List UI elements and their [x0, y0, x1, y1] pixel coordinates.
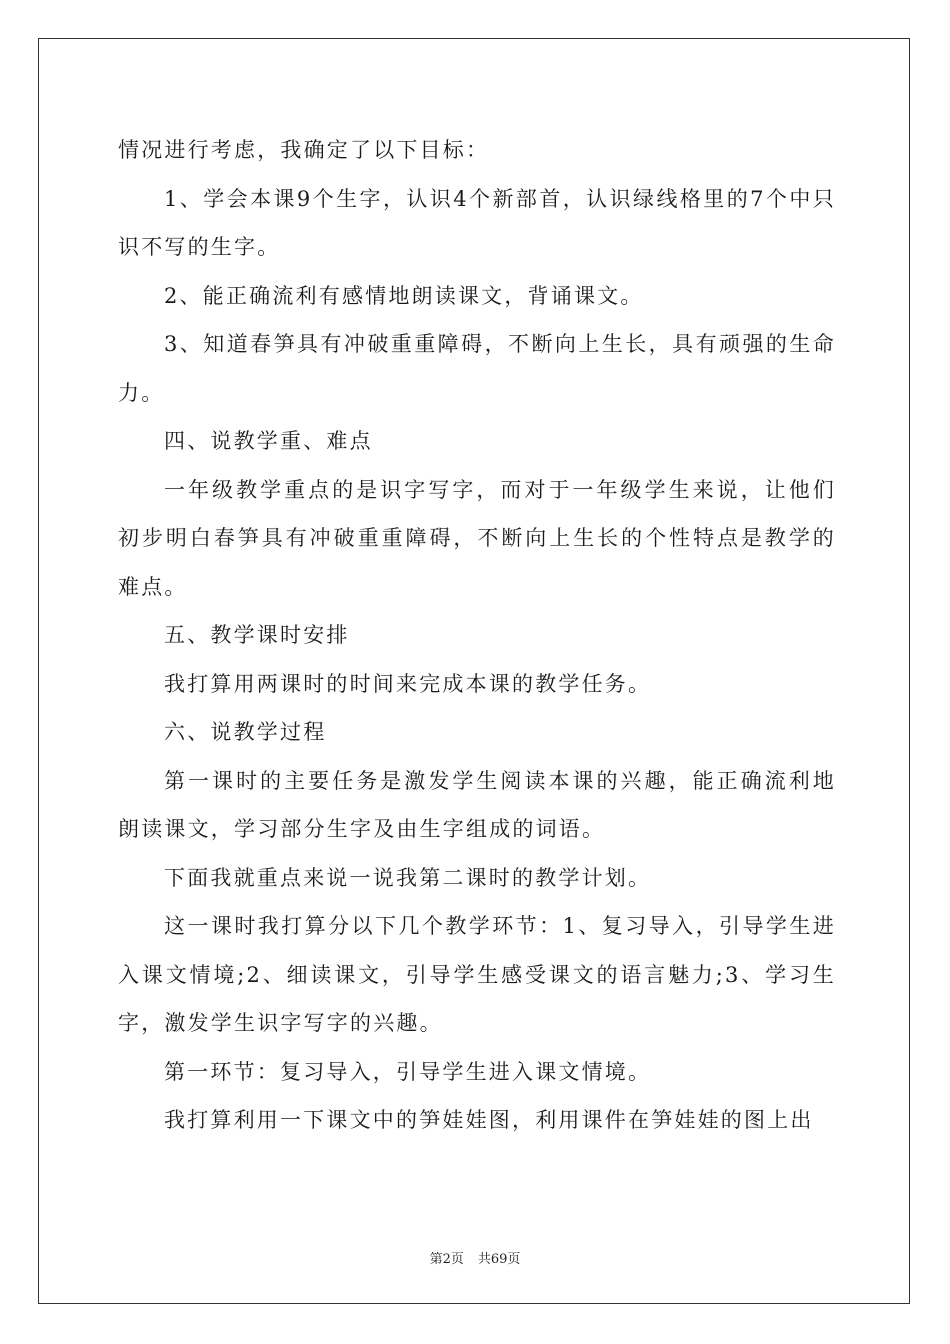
paragraph-step-1-heading: 第一环节：复习导入，引导学生进入课文情境。: [164, 1059, 652, 1084]
paragraph-goal-1: 1、学会本课9个生字，认识4个新部首，认识绿线格里的7个中只识不写的生字。: [118, 186, 836, 259]
section-heading-5: 五、教学课时安排: [164, 623, 350, 647]
paragraph-intro: 情况进行考虑，我确定了以下目标：: [118, 138, 490, 162]
paragraph-schedule: 我打算用两课时的时间来完成本课的教学任务。: [164, 671, 652, 696]
section-heading-4: 四、说教学重、难点: [164, 429, 373, 453]
paragraph-key-points: 一年级教学重点的是识字写字，而对于一年级学生来说，让他们初步明白春笋具有冲破重重障碍，不断向上生长的个性特点是教学的难点。: [118, 477, 836, 599]
paragraph-first-lesson: 第一课时的主要任务是激发学生阅读本课的兴趣，能正确流利地朗读课文，学习部分生字及由生字组成的词语。: [118, 768, 836, 841]
section-heading-6: 六、说教学过程: [164, 720, 327, 744]
page-total: 共69页: [477, 1252, 521, 1267]
page-number: 第2页: [429, 1252, 464, 1267]
paragraph-second-lesson-intro: 下面我就重点来说一说我第二课时的教学计划。: [164, 865, 652, 890]
document-body: [118, 126, 836, 1145]
paragraph-lesson-steps: 这一课时我打算分以下几个教学环节：1、复习导入，引导学生进入课文情境;2、细读课文，引导学生感受课文的语言魅力;3、学习生字，激发学生识字写字的兴趣。: [118, 914, 836, 1035]
page-footer: [0, 1248, 950, 1267]
paragraph-step-1-detail: 我打算利用一下课文中的笋娃娃图，利用课件在笋娃娃的图上出: [164, 1108, 814, 1132]
paragraph-goal-2: 2、能正确流利有感情地朗读课文，背诵课文。: [164, 283, 644, 308]
paragraph-goal-3: 3、知道春笋具有冲破重重障碍，不断向上生长，具有顽强的生命力。: [118, 332, 836, 405]
